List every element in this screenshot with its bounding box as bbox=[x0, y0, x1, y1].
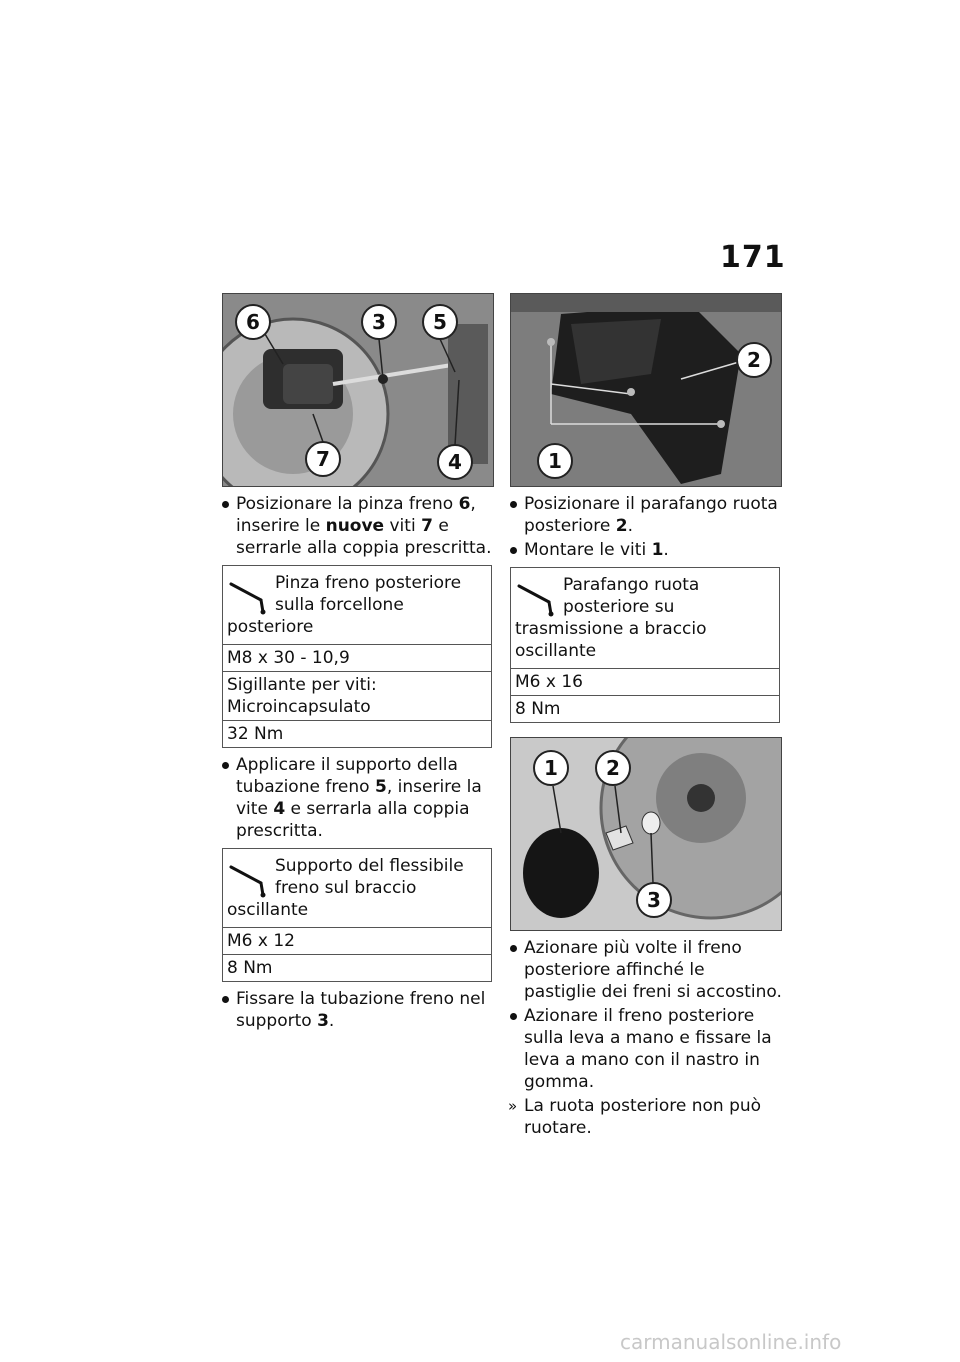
instruction-step: Fissare la tubazione freno nel supporto 3. bbox=[222, 988, 494, 1032]
rear-mudguard-illustration bbox=[511, 294, 781, 486]
instruction-step: Azionare il freno posteriore sulla leva a mano e fissare la leva a mano con il nastro in gomma. bbox=[510, 1005, 782, 1093]
page-number: 171 bbox=[720, 240, 786, 275]
photo-rear-mudguard bbox=[510, 293, 782, 487]
result-arrow-icon: » bbox=[508, 1097, 518, 1115]
bullet-icon bbox=[222, 996, 229, 1003]
photo-rear-wheel-axle bbox=[510, 737, 782, 931]
torque-table-row: 8 Nm bbox=[515, 699, 561, 719]
torque-table-title: Supporto del flessibile freno sul braccio oscillante bbox=[223, 849, 491, 928]
callout-label: 1 bbox=[548, 449, 562, 473]
instruction-step: Montare le viti 1. bbox=[510, 539, 782, 561]
rear-wheel-axle-illustration bbox=[511, 738, 781, 930]
bullet-icon bbox=[510, 501, 517, 508]
instruction-step: Posizionare il parafango ruota posteriore 2. bbox=[510, 493, 782, 537]
torque-wrench-icon bbox=[227, 855, 271, 899]
instruction-step: Azionare più volte il freno posteriore affinché le pastiglie dei freni si accostino. bbox=[510, 937, 782, 1003]
torque-table-row: M6 x 16 bbox=[511, 669, 779, 696]
torque-table-row: M8 x 30 - 10,9 bbox=[223, 645, 491, 672]
torque-table-row: M6 x 12 bbox=[223, 928, 491, 955]
callout-label: 5 bbox=[433, 310, 447, 334]
torque-wrench-icon bbox=[227, 572, 271, 616]
result-step: » La ruota posteriore non può ruotare. bbox=[508, 1096, 762, 1138]
callout-label: 4 bbox=[448, 450, 462, 474]
torque-table-title: Pinza freno posteriore sulla forcellone posteriore bbox=[223, 566, 491, 645]
bullet-icon bbox=[510, 1013, 517, 1020]
instruction-step: Applicare il supporto della tubazione freno 5, inserire la vite 4 e serrarla alla coppia prescritta. bbox=[222, 754, 494, 842]
torque-table-title: Parafango ruota posteriore su trasmissione a braccio oscillante bbox=[511, 568, 779, 669]
callout-label: 3 bbox=[647, 888, 661, 912]
bullet-icon bbox=[510, 547, 517, 554]
left-column bbox=[222, 293, 494, 1032]
torque-table bbox=[222, 565, 492, 748]
torque-wrench-icon bbox=[515, 574, 559, 618]
bullet-icon bbox=[510, 945, 517, 952]
callout-label: 6 bbox=[246, 310, 260, 334]
callout-label: 3 bbox=[372, 310, 386, 334]
torque-table bbox=[510, 567, 780, 723]
callout-label: 7 bbox=[316, 447, 330, 471]
brake-caliper-illustration bbox=[223, 294, 493, 486]
bullet-icon bbox=[222, 762, 229, 769]
right-column bbox=[510, 293, 782, 1139]
callout-label: 1 bbox=[544, 756, 558, 780]
photo-brake-caliper bbox=[222, 293, 494, 487]
torque-table bbox=[222, 848, 492, 982]
callout-label: 2 bbox=[747, 348, 761, 372]
bullet-icon bbox=[222, 501, 229, 508]
torque-table-row: Sigillante per viti: Microincapsulato bbox=[223, 672, 491, 721]
torque-table-row: 32 Nm bbox=[227, 724, 284, 744]
watermark: carmanualsonline.info bbox=[620, 1330, 842, 1354]
instruction-step: Posizionare la pinza freno 6, inserire le nuove viti 7 e serrarle alla coppia prescritta. bbox=[222, 493, 494, 559]
torque-table-row: 8 Nm bbox=[227, 958, 273, 978]
callout-label: 2 bbox=[606, 756, 620, 780]
